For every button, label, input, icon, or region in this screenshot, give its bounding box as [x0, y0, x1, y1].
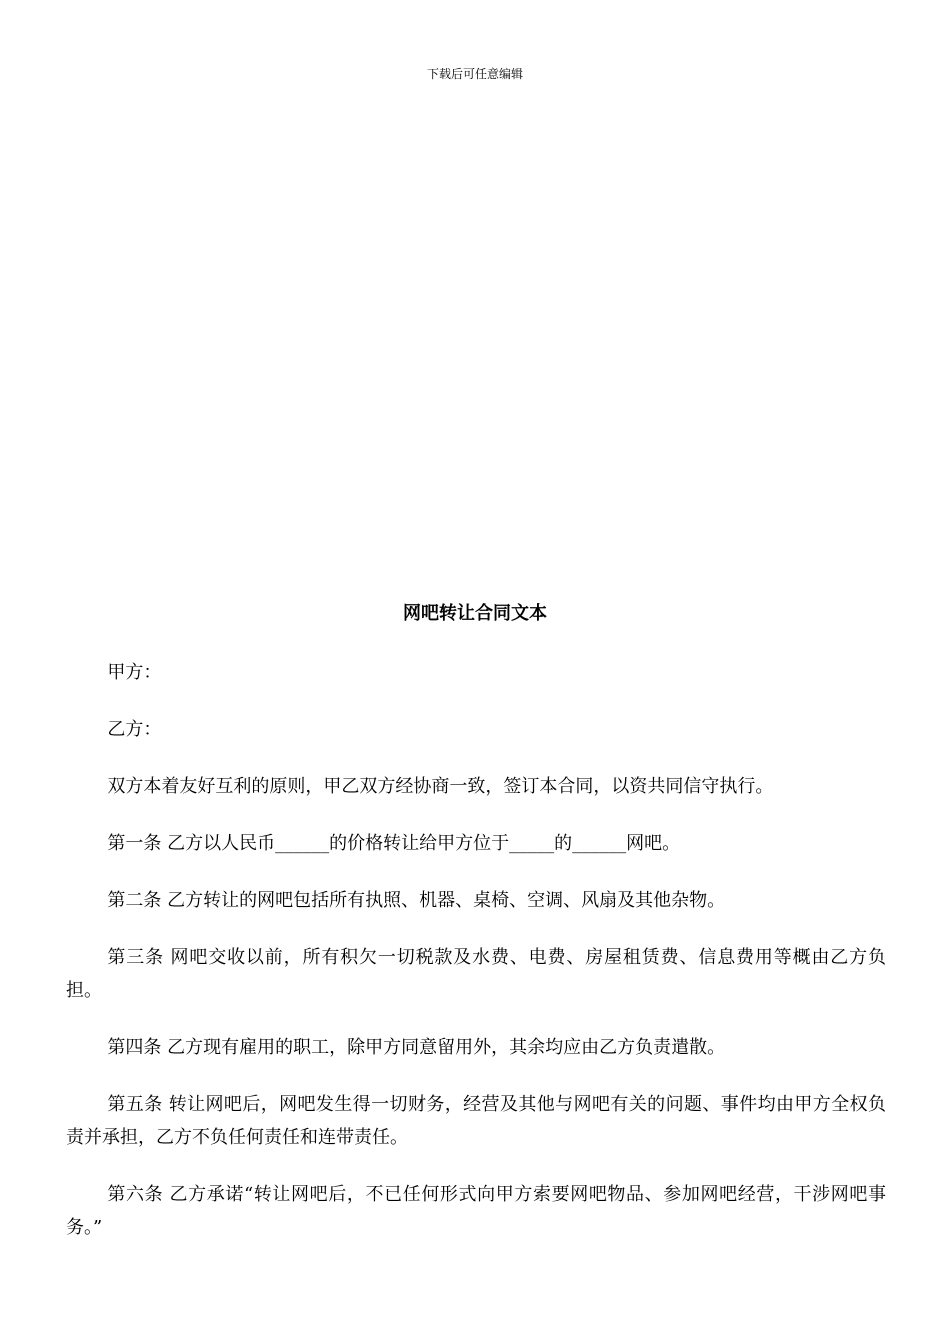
article-6: 第六条 乙方承诺“转让网吧后，不已任何形式向甲方索要网吧物品、参加网吧经营，干涉网吧事务。” [66, 1184, 886, 1238]
article-1: 第一条 乙方以人民币______的价格转让给甲方位于_____的______网吧。 [107, 833, 681, 854]
party-b-line: 乙方： [107, 719, 162, 740]
party-a-line: 甲方： [107, 662, 162, 683]
header-note: 下载后可任意编辑 [426, 67, 523, 81]
article-5: 第五条 转让网吧后，网吧发生得一切财务，经营及其他与网吧有关的问题、事件均由甲方全权负责并承担，乙方不负任何责任和连带责任。 [66, 1094, 886, 1148]
preamble-paragraph: 双方本着友好互利的原则，甲乙双方经协商一致，签订本合同，以资共同信守执行。 [107, 776, 774, 797]
article-2: 第二条 乙方转让的网吧包括所有执照、机器、桌椅、空调、风扇及其他杂物。 [107, 890, 726, 911]
article-3: 第三条 网吧交收以前，所有积欠一切税款及水费、电费、房屋租赁费、信息费用等概由乙方负担。 [66, 947, 886, 1001]
document-body [66, 656, 886, 1268]
document-title: 网吧转让合同文本 [403, 603, 547, 624]
article-4: 第四条 乙方现有雇用的职工，除甲方同意留用外，其余均应由乙方负责遣散。 [107, 1037, 726, 1058]
